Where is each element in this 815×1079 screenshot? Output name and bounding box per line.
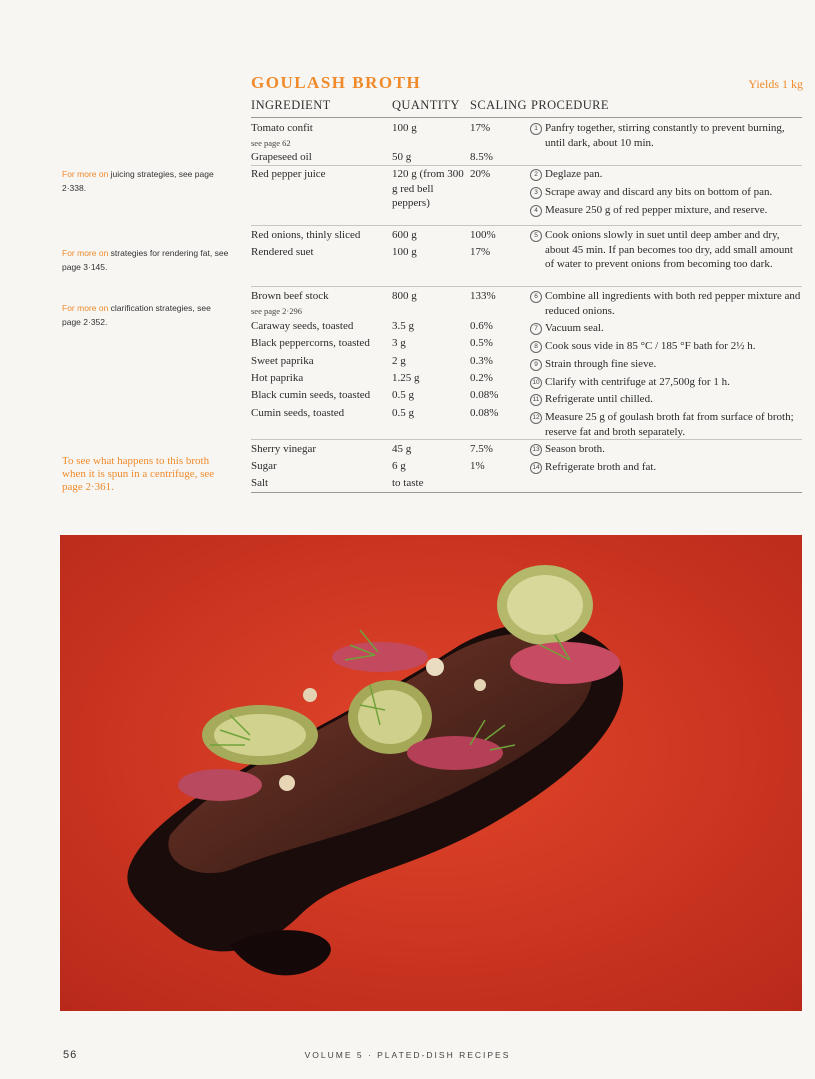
header-rule xyxy=(251,117,802,118)
group-divider xyxy=(251,165,802,166)
sidebar-note-centrifuge: To see what happens to this broth when it is spun in a centrifuge, see page 2·361. xyxy=(62,455,215,493)
running-footer: VOLUME 5 · PLATED-DISH RECIPES xyxy=(304,1050,511,1060)
ingredient-scaling: 0.08% xyxy=(470,407,499,419)
sidebar-note-clarification: For more on clarification strategies, see page 2·352. xyxy=(62,303,211,327)
ingredient-scaling: 1% xyxy=(470,460,485,472)
ingredient-name: Hot paprika xyxy=(251,372,304,384)
step-number: 3 xyxy=(530,187,542,199)
ingredient-name: Caraway seeds, toasted xyxy=(251,320,354,332)
ingredient-quantity: 0.5 g xyxy=(392,407,414,419)
step-number: 10 xyxy=(530,377,542,389)
procedure-step: 6 Combine all ingredients with both red pepper mixture and reduced onions. xyxy=(530,289,802,318)
step-number: 12 xyxy=(530,412,542,424)
ingredient-name: Sherry vinegar xyxy=(251,443,317,455)
procedure-step: 14 Refrigerate broth and fat. xyxy=(530,460,802,475)
procedure-step: 1 Panfry together, stirring constantly to prevent burning, until dark, about 10 min. xyxy=(530,121,802,150)
ingredient-quantity: 45 g xyxy=(392,443,412,455)
ingredient-scaling: 17% xyxy=(470,246,491,258)
page-number: 56 xyxy=(63,1049,78,1061)
ingredient-name: Black cumin seeds, toasted xyxy=(251,389,371,401)
ingredient-quantity: 6 g xyxy=(392,460,406,472)
ingredient-scaling: 17% xyxy=(470,122,491,134)
step-number: 2 xyxy=(530,169,542,181)
table-bottom-rule xyxy=(251,492,802,493)
step-number: 7 xyxy=(530,323,542,335)
ingredient-scaling: 0.6% xyxy=(470,320,493,332)
ingredient-quantity: 100 g xyxy=(392,122,417,134)
step-number: 8 xyxy=(530,341,542,353)
ingredient-scaling: 0.2% xyxy=(470,372,493,384)
ingredient-scaling: 0.08% xyxy=(470,389,499,401)
procedure-step: 13 Season broth. xyxy=(530,442,802,457)
procedure-step: 8 Cook sous vide in 85 °C / 185 °F bath for 2½ h. xyxy=(530,339,802,354)
step-number: 11 xyxy=(530,394,542,406)
procedure-step: 2 Deglaze pan. xyxy=(530,167,802,182)
ingredient-quantity: 3 g xyxy=(392,337,406,349)
ingredient-quantity: 1.25 g xyxy=(392,372,420,384)
header-quantity: QUANTITY xyxy=(392,98,460,112)
dish-illustration xyxy=(60,535,802,1011)
step-number: 9 xyxy=(530,359,542,371)
ingredient-quantity: 2 g xyxy=(392,355,406,367)
step-number: 5 xyxy=(530,230,542,242)
group-divider xyxy=(251,439,802,440)
ingredient-name: Red pepper juice xyxy=(251,168,326,180)
procedure-step: 3 Scrape away and discard any bits on bottom of pan. xyxy=(530,185,802,200)
header-scaling: SCALING xyxy=(470,98,527,112)
dish-photo xyxy=(60,535,802,1011)
ingredient-quantity: 100 g xyxy=(392,246,417,258)
procedure-step: 10 Clarify with centrifuge at 27,500g for 1 h. xyxy=(530,375,802,390)
procedure-step: 7 Vacuum seal. xyxy=(530,321,802,336)
ingredient-scaling: 133% xyxy=(470,290,496,302)
ingredient-name: Cumin seeds, toasted xyxy=(251,407,345,419)
sidebar-note-juicing: For more on juicing strategies, see page 2·338. xyxy=(62,169,214,193)
ingredient-name: Salt xyxy=(251,477,269,489)
step-number: 4 xyxy=(530,205,542,217)
ingredient-quantity: 120 g (from 300 g red bell peppers) xyxy=(392,168,464,209)
procedure-step: 9 Strain through fine sieve. xyxy=(530,357,802,372)
procedure-step: 5 Cook onions slowly in suet until deep amber and dry, about 45 min. If pan becomes too dry, add small amount of water to prevent onions from becoming too dark. xyxy=(530,228,802,272)
ingredient-quantity: 800 g xyxy=(392,290,417,302)
ingredient-scaling: 0.5% xyxy=(470,337,493,349)
ingredient-name: Red onions, thinly sliced xyxy=(251,229,361,241)
ingredient-name: Grapeseed oil xyxy=(251,151,312,163)
ingredient-name: Black peppercorns, toasted xyxy=(251,337,370,349)
ingredient-name: Rendered suet xyxy=(251,246,314,258)
step-number: 6 xyxy=(530,291,542,303)
ingredient-quantity: 50 g xyxy=(392,151,412,163)
sidebar-note-rendering: For more on strategies for rendering fat, see page 3·145. xyxy=(62,248,229,272)
step-number: 13 xyxy=(530,444,542,456)
ingredient-name: Sugar xyxy=(251,460,277,472)
ingredient-scaling: 20% xyxy=(470,168,491,180)
ingredient-quantity: 3.5 g xyxy=(392,320,414,332)
step-number: 14 xyxy=(530,462,542,474)
ingredient-quantity: 600 g xyxy=(392,229,417,241)
ingredient-quantity: to taste xyxy=(392,477,424,489)
ingredient-scaling: 100% xyxy=(470,229,496,241)
ingredient-scaling: 7.5% xyxy=(470,443,493,455)
procedure-step: 4 Measure 250 g of red pepper mixture, and reserve. xyxy=(530,203,802,218)
group-divider xyxy=(251,286,802,287)
ingredient-scaling: 0.3% xyxy=(470,355,493,367)
ingredient-name: Sweet paprika xyxy=(251,355,314,367)
ingredient-name: Brown beef stock see page 2·296 xyxy=(251,290,329,316)
ingredient-scaling: 8.5% xyxy=(470,151,493,163)
header-procedure: PROCEDURE xyxy=(531,98,609,112)
ingredient-name: Tomato confit see page 62 xyxy=(251,122,313,148)
header-ingredient: INGREDIENT xyxy=(251,98,331,112)
ingredient-quantity: 0.5 g xyxy=(392,389,414,401)
yields-label: Yields 1 kg xyxy=(748,77,803,91)
procedure-step: 12 Measure 25 g of goulash broth fat from surface of broth; reserve fat and broth separately. xyxy=(530,410,802,439)
procedure-step: 11 Refrigerate until chilled. xyxy=(530,392,802,407)
group-divider xyxy=(251,225,802,226)
page-title: GOULASH BROTH xyxy=(251,73,422,92)
step-number: 1 xyxy=(530,123,542,135)
